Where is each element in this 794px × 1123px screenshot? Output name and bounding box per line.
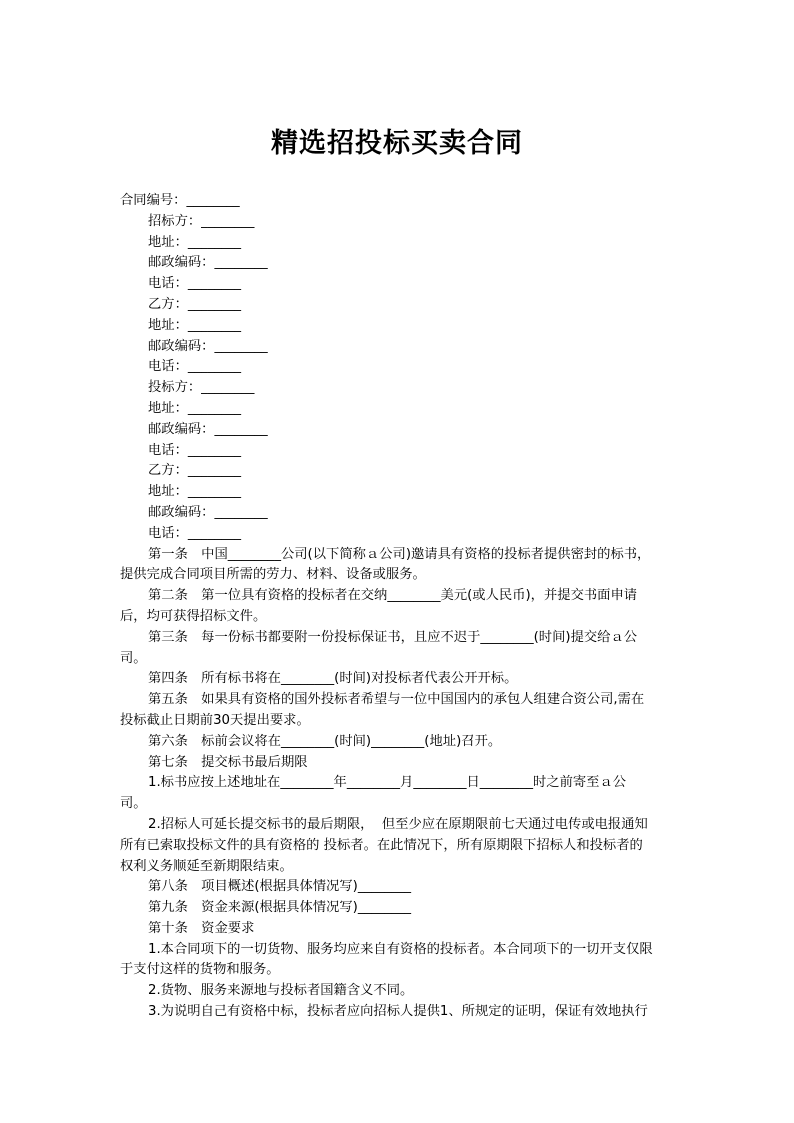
clause-line: 于支付这样的货物和服务。 (120, 962, 280, 978)
party-field-line: 邮政编码：________ (148, 504, 268, 520)
clause-line: 第十条 资金要求 (148, 920, 255, 936)
clause-line: 投标截止日期前30天提出要求。 (120, 712, 310, 728)
clause-line: 第九条 资金来源(根据具体情况写)________ (148, 900, 412, 916)
party-field-line: 招标方：________ (148, 213, 255, 229)
clause-line: 第三条 每一份标书都要附一份投标保证书，且应不迟于________(时间)提交给ａ公 (148, 629, 638, 645)
party-field-line: 电话：________ (148, 442, 242, 458)
document-title: 精选招投标买卖合同 (271, 128, 523, 159)
party-field-line: 乙方：________ (148, 296, 242, 312)
clause-line: 2.货物、服务来源地与投标者国籍含义不同。 (148, 983, 414, 999)
contract-number-line: 合同编号：________ (120, 193, 240, 208)
party-field-line: 邮政编码：________ (148, 338, 268, 354)
party-field-line: 电话：________ (148, 359, 242, 375)
clause-line: 第五条 如果具有资格的国外投标者希望与一位中国国内的承包人组建合资公司,需在 (148, 692, 645, 708)
contract-body (120, 191, 680, 1023)
clause-line: 1.标书应按上述地址在________年________月________日________时之前寄至ａ公 (148, 775, 627, 791)
clause-line: 2.招标人可延长提交标书的最后期限， 但至少应在原期限前七天通过电传或电报通知 (148, 816, 648, 832)
party-field-line: 邮政编码：________ (148, 421, 268, 437)
clause-line: 第一条 中国________公司(以下简称ａ公司)邀请具有资格的投标者提供密封的标书， (148, 546, 651, 562)
party-field-line: 邮政编码：________ (148, 255, 268, 271)
clause-line: 第八条 项目概述(根据具体情况写)________ (148, 879, 412, 895)
party-field-line: 乙方：________ (148, 463, 242, 479)
party-field-line: 地址：________ (148, 400, 242, 416)
clause-line: 提供完成合同项目所需的劳力、材料、设备或服务。 (120, 567, 426, 583)
party-field-line: 地址：________ (148, 484, 242, 500)
party-field-line: 投标方：________ (148, 380, 255, 396)
clause-line: 第四条 所有标书将在________(时间)对投标者代表公开开标。 (148, 671, 518, 687)
clause-line: 第七条 提交标书最后期限 (148, 754, 308, 770)
party-field-line: 电话：________ (148, 525, 242, 541)
party-field-line: 地址：________ (148, 234, 242, 250)
clause-line: 权利义务顺延至新期限结束。 (120, 858, 293, 874)
party-field-line: 电话：________ (148, 276, 242, 292)
clause-line: 司。 (120, 650, 147, 666)
clause-line: 后，均可获得招标文件。 (120, 608, 267, 624)
clause-line: 1.本合同项下的一切货物、服务均应来自有资格的投标者。本合同项下的一切开支仅限 (148, 941, 653, 957)
clause-line: 所有已索取投标文件的具有资格的 投标者。在此情况下，所有原期限下招标人和投标者的 (120, 837, 643, 853)
clause-line: 3.为说明自己有资格中标，投标者应向招标人提供1、所规定的证明，保证有效地执行 (148, 1004, 648, 1020)
clause-line: 第二条 第一位具有资格的投标者在交纳________美元(或人民币)，并提交书面申请 (148, 588, 638, 604)
party-field-line: 地址：________ (148, 317, 242, 333)
clause-line: 司。 (120, 796, 147, 812)
clause-line: 第六条 标前会议将在________(时间)________(地址)召开。 (148, 733, 502, 749)
